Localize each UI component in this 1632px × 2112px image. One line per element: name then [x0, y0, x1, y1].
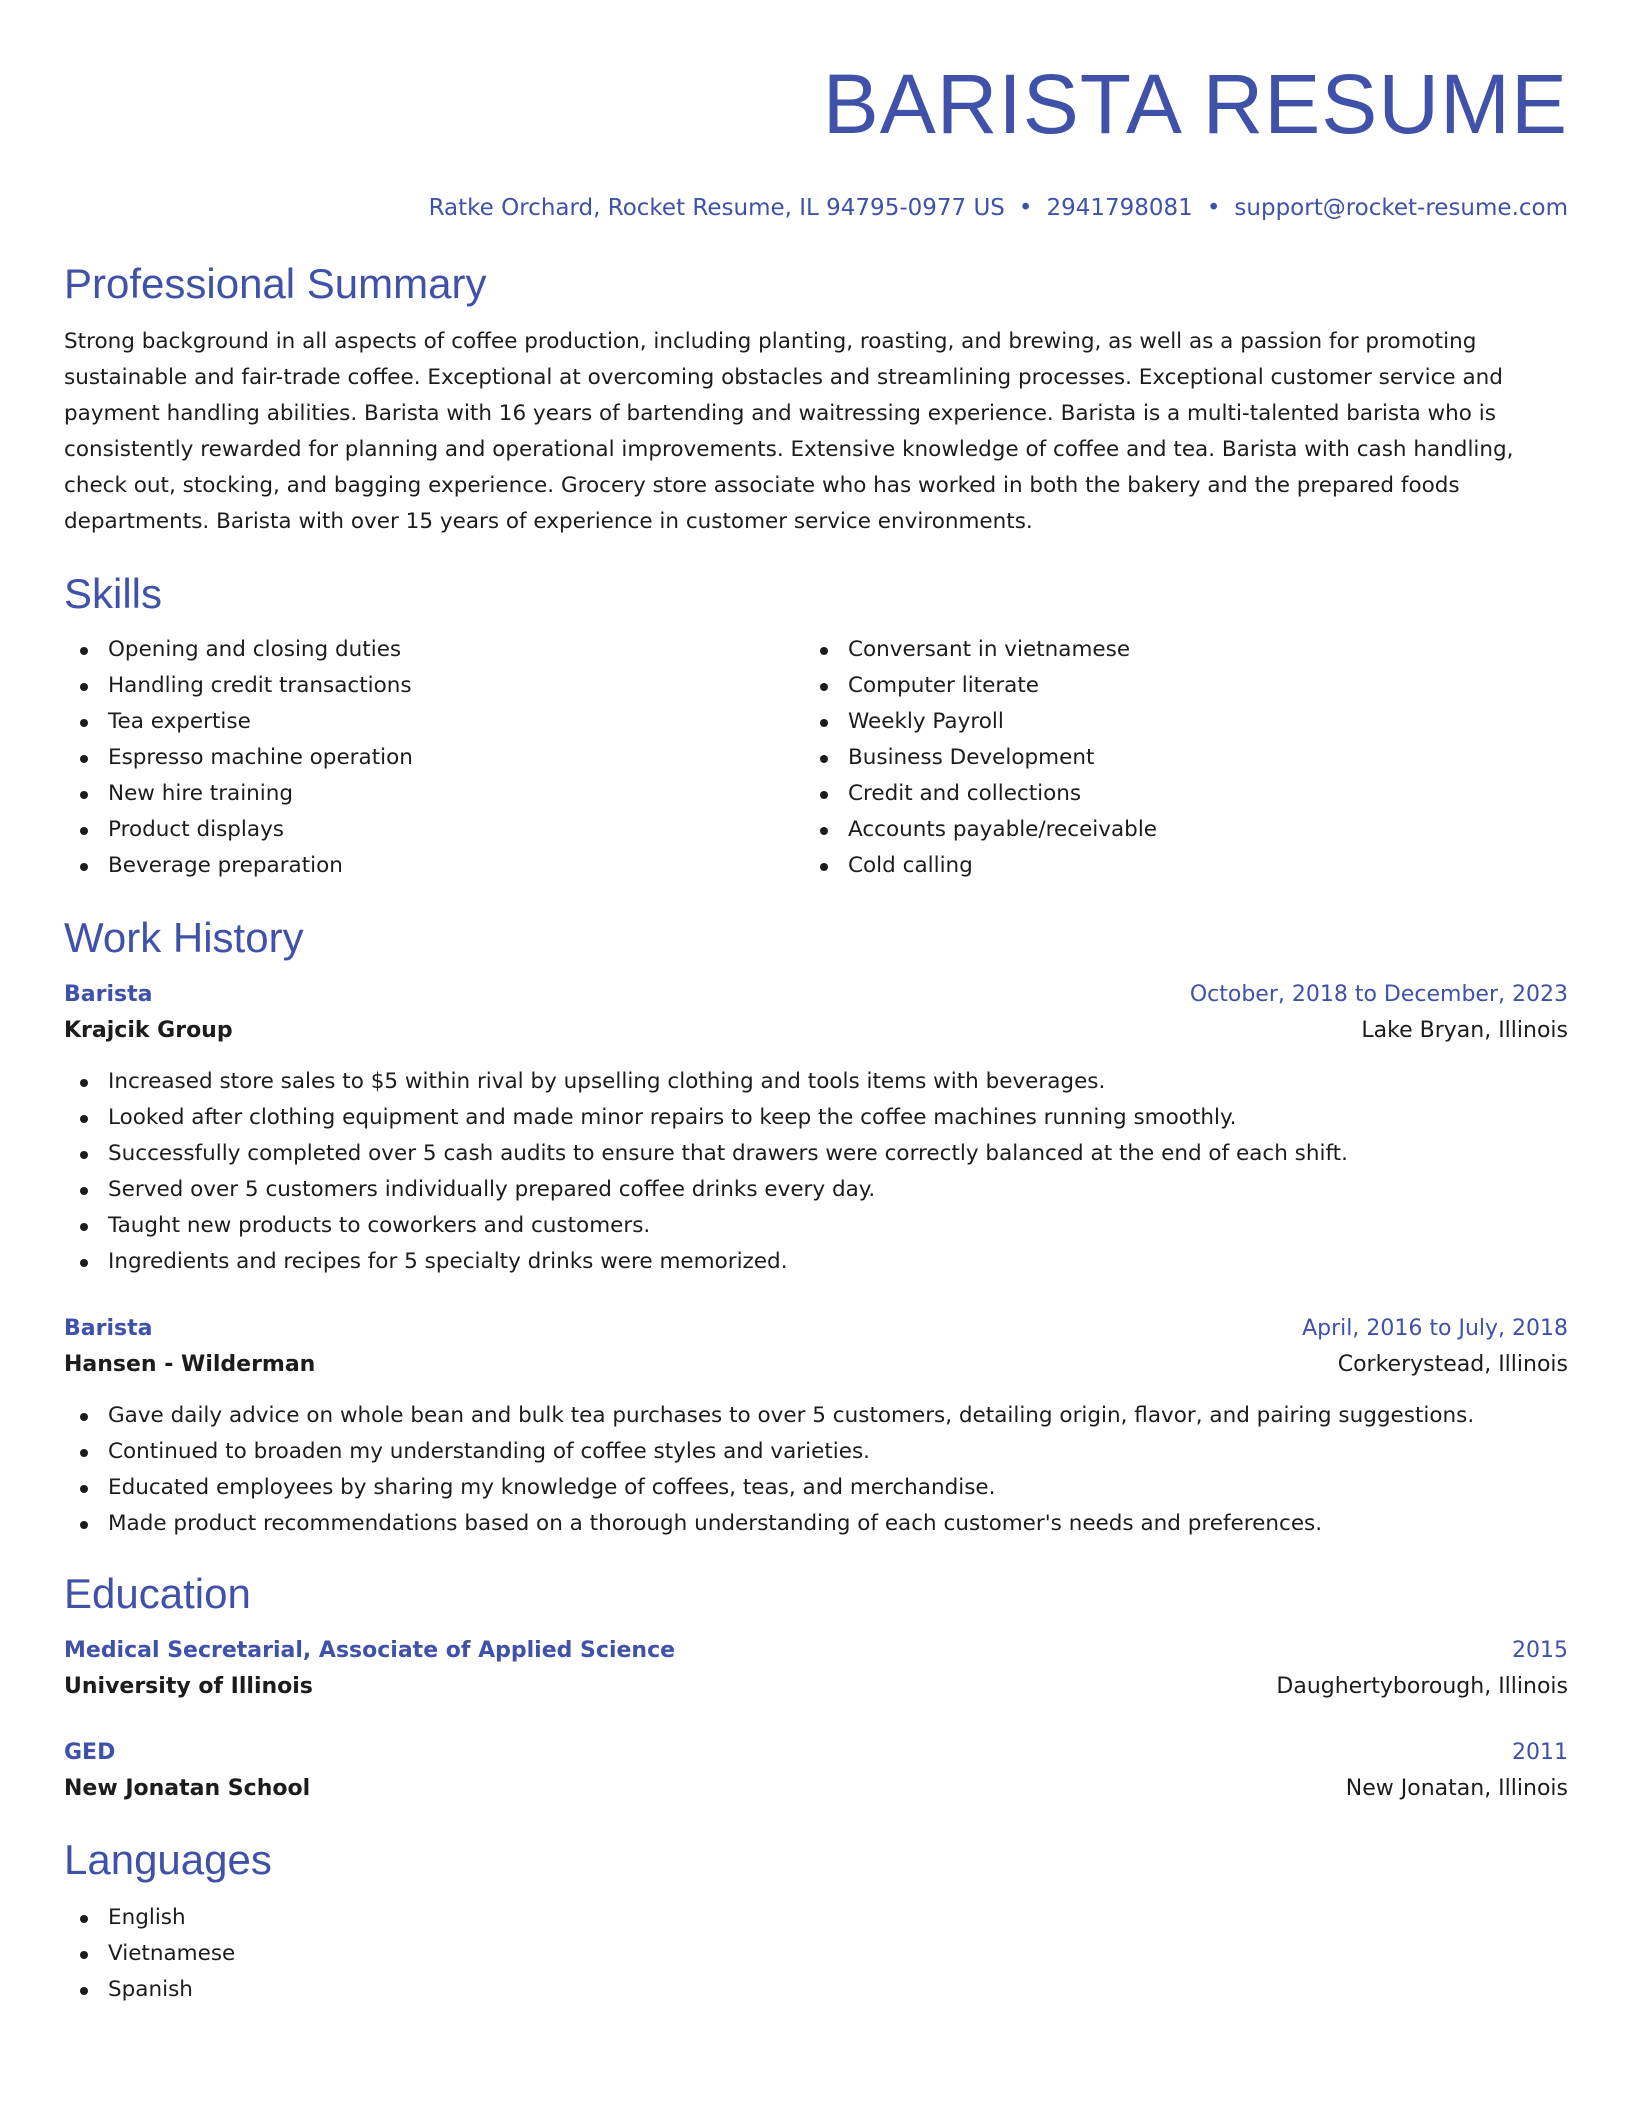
job-duty: Educated employees by sharing my knowledge of coffees, teas, and merchandise. — [64, 1470, 1568, 1506]
education-school-row — [64, 1770, 1568, 1808]
languages-list — [64, 1900, 1568, 2008]
job-duty: Taught new products to coworkers and customers. — [64, 1208, 1568, 1244]
summary-section — [64, 258, 1568, 540]
job-company-row — [64, 1346, 1568, 1384]
job-duty: Served over 5 customers individually prepared coffee drinks every day. — [64, 1172, 1568, 1208]
skill-item: Weekly Payroll — [804, 704, 1544, 740]
work-history-section — [64, 912, 1568, 1542]
education-entry — [64, 1634, 1568, 1706]
skill-item: Handling credit transactions — [64, 668, 804, 704]
skill-item: Beverage preparation — [64, 848, 804, 884]
language-item: English — [64, 1900, 1568, 1936]
skill-item: Cold calling — [804, 848, 1544, 884]
skill-item: Product displays — [64, 812, 804, 848]
section-title-languages: Languages — [64, 1836, 272, 1883]
education-school-row — [64, 1668, 1568, 1706]
job-title: Barista — [64, 1316, 153, 1341]
education-school: New Jonatan School — [64, 1776, 311, 1801]
skill-item: Accounts payable/receivable — [804, 812, 1544, 848]
resume-header — [64, 54, 1568, 224]
skill-item: Conversant in vietnamese — [804, 632, 1544, 668]
section-title-summary: Professional Summary — [64, 260, 487, 307]
contact-phone: 2941798081 — [1046, 195, 1193, 221]
job-duty: Increased store sales to $5 within rival by upselling clothing and tools items with beverages. — [64, 1064, 1568, 1100]
education-location: Daughertyborough, Illinois — [1276, 1674, 1568, 1699]
skills-list-right — [804, 632, 1544, 884]
job-dates: October, 2018 to December, 2023 — [1189, 982, 1568, 1007]
job-duty: Made product recommendations based on a thorough understanding of each customer's needs and preferences. — [64, 1506, 1568, 1542]
contact-line — [64, 192, 1568, 224]
job-dates: April, 2016 to July, 2018 — [1302, 1316, 1568, 1341]
education-degree-row — [64, 1736, 1568, 1770]
job-title-row — [64, 1312, 1568, 1346]
section-title-work-history: Work History — [64, 914, 304, 961]
resume-name: BARISTA RESUME — [822, 57, 1568, 151]
job-entry — [64, 1312, 1568, 1542]
skills-section — [64, 568, 1568, 884]
education-degree: GED — [64, 1740, 116, 1765]
education-school: University of Illinois — [64, 1674, 313, 1699]
skill-item: Tea expertise — [64, 704, 804, 740]
job-duty: Ingredients and recipes for 5 specialty drinks were memorized. — [64, 1244, 1568, 1280]
skills-grid — [64, 632, 1568, 884]
skills-column-right — [804, 632, 1544, 884]
skills-list-left — [64, 632, 804, 884]
contact-separator: • — [1206, 195, 1221, 221]
section-title-skills: Skills — [64, 570, 163, 617]
education-section — [64, 1568, 1568, 1808]
job-entry — [64, 978, 1568, 1280]
language-item: Spanish — [64, 1972, 1568, 2008]
skill-item: Espresso machine operation — [64, 740, 804, 776]
education-degree-row — [64, 1634, 1568, 1668]
contact-address: Ratke Orchard, Rocket Resume, IL 94795-0977 US — [428, 195, 1005, 221]
job-company: Hansen - Wilderman — [64, 1352, 316, 1377]
contact-email[interactable]: support@rocket-resume.com — [1234, 195, 1568, 221]
education-degree: Medical Secretarial, Associate of Applied Science — [64, 1638, 676, 1663]
job-duties-list — [64, 1064, 1568, 1280]
job-company: Krajcik Group — [64, 1018, 233, 1043]
education-entry — [64, 1736, 1568, 1808]
job-location: Lake Bryan, Illinois — [1361, 1018, 1568, 1043]
job-duties-list — [64, 1398, 1568, 1542]
education-location: New Jonatan, Illinois — [1345, 1776, 1568, 1801]
job-duty: Continued to broaden my understanding of coffee styles and varieties. — [64, 1434, 1568, 1470]
skill-item: New hire training — [64, 776, 804, 812]
language-item: Vietnamese — [64, 1936, 1568, 1972]
languages-section — [64, 1834, 1568, 2008]
skill-item: Computer literate — [804, 668, 1544, 704]
job-title: Barista — [64, 982, 153, 1007]
education-year: 2015 — [1512, 1638, 1568, 1663]
skill-item: Business Development — [804, 740, 1544, 776]
summary-text: Strong background in all aspects of coffee production, including planting, roasting, and brewing, as well as a passion for promoting sustainable and fair-trade coffee. Exceptional at overcoming obstacles and streamlining processes. Exceptional customer service and payment handling abilities. Barista with 16 years of bartending and waitressing experience. Barista is a multi-talented barista who is consistently rewarded for planning and operational improvements. Extensive knowledge of coffee and tea. Barista with cash handling, check out, stocking, and bagging experience. Grocery store associate who has worked in both the bakery and the prepared foods departments. Barista with over 15 years of experience in customer service environments. — [64, 329, 1514, 534]
job-duty: Looked after clothing equipment and made minor repairs to keep the coffee machines running smoothly. — [64, 1100, 1568, 1136]
job-duty: Gave daily advice on whole bean and bulk tea purchases to over 5 customers, detailing origin, flavor, and pairing suggestions. — [64, 1398, 1568, 1434]
section-title-education: Education — [64, 1570, 251, 1617]
job-duty: Successfully completed over 5 cash audits to ensure that drawers were correctly balanced at the end of each shift. — [64, 1136, 1568, 1172]
skills-column-left — [64, 632, 804, 884]
skill-item: Credit and collections — [804, 776, 1544, 812]
contact-separator: • — [1018, 195, 1033, 221]
job-title-row — [64, 978, 1568, 1012]
skill-item: Opening and closing duties — [64, 632, 804, 668]
job-company-row — [64, 1012, 1568, 1050]
job-location: Corkerystead, Illinois — [1337, 1352, 1568, 1377]
education-year: 2011 — [1512, 1740, 1568, 1765]
